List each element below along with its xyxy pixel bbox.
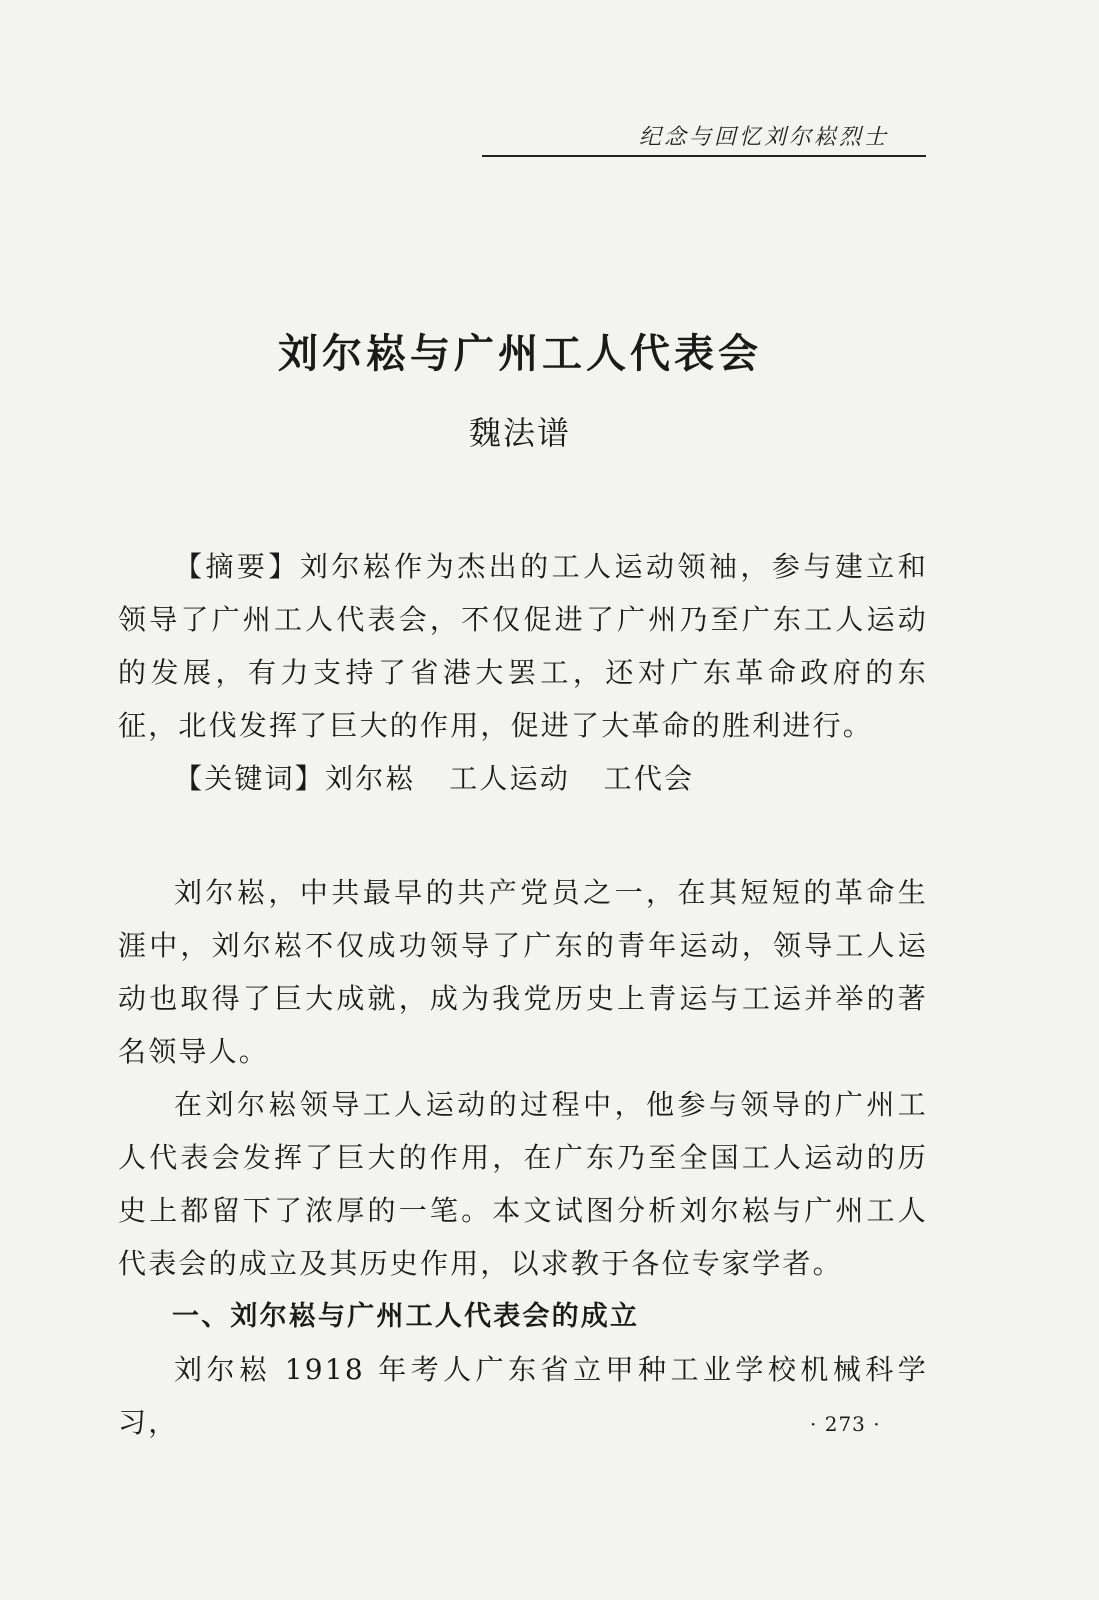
keyword-item: 工人运动 — [449, 762, 571, 795]
section-heading: 一、刘尔崧与广州工人代表会的成立 — [172, 1301, 640, 1332]
abstract-paragraph — [118, 540, 928, 752]
running-head: 纪念与回忆刘尔崧烈士 — [638, 125, 889, 150]
abstract-label: 【摘要】 — [174, 550, 300, 583]
keyword-item: 刘尔崧 — [325, 762, 416, 795]
abstract-text: 刘尔崧作为杰出的工人运动领袖，参与建立和领导了广州工人代表会，不仅促进了广州乃至广东工人运动的发展，有力支持了省港大罢工，还对广东革命政府的东征，北伐发挥了巨大的作用，促进了大革命的胜利进行。 — [118, 550, 928, 742]
keywords-line — [118, 752, 928, 805]
body-paragraph: 在刘尔崧领导工人运动的过程中，他参与领导的广州工人代表会发挥了巨大的作用，在广东乃至全国工人运动的历史上都留下了浓厚的一笔。本文试图分析刘尔崧与广州工人代表会的成立及其历史作用，以求教于各位专家学者。 — [118, 1088, 928, 1280]
keywords-label: 【关键词】 — [174, 762, 326, 795]
page-number: · 273 · — [810, 1412, 881, 1436]
abstract-section — [118, 540, 928, 752]
main-body — [118, 866, 928, 1449]
article-author: 魏法谱 — [468, 414, 571, 452]
header-rule — [482, 155, 926, 157]
article-title: 刘尔崧与广州工人代表会 — [278, 331, 762, 377]
keyword-item: 工代会 — [603, 762, 695, 795]
body-paragraph: 刘尔崧 1918 年考人广东省立甲种工业学校机械科学习， — [118, 1353, 928, 1439]
keywords-section — [118, 752, 928, 805]
body-paragraph: 刘尔崧，中共最早的共产党员之一，在其短短的革命生涯中，刘尔崧不仅成功领导了广东的青年运动，领导工人运动也取得了巨大成就，成为我党历史上青运与工运并举的著名领导人。 — [118, 876, 928, 1068]
